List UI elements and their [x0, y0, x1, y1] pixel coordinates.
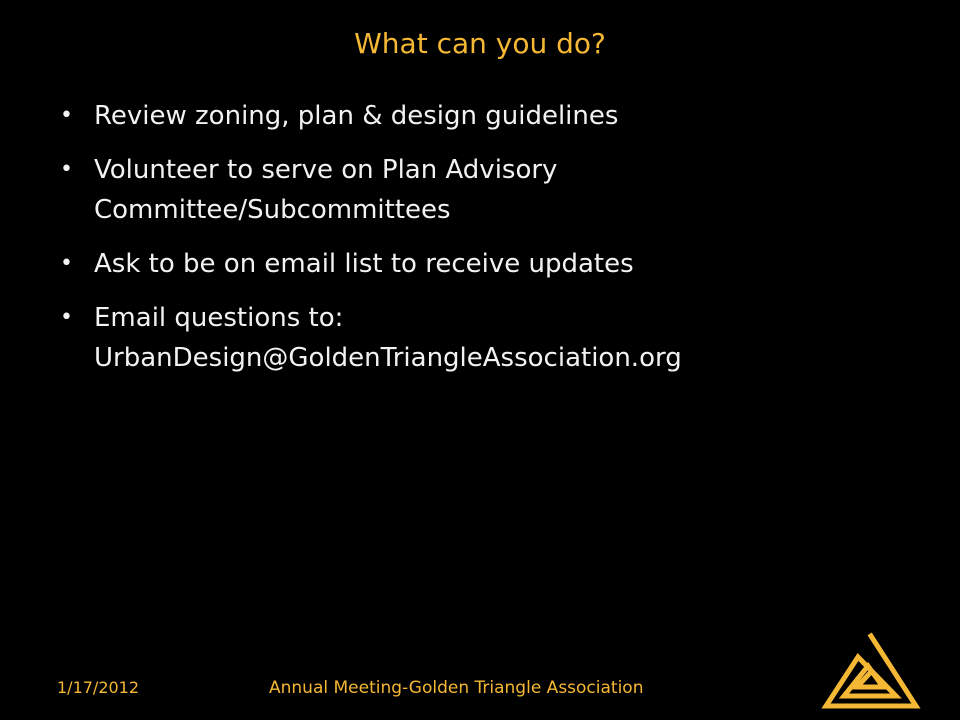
bullet-text: Email questions to: UrbanDesign@GoldenTriangleAssociation.org: [94, 303, 682, 373]
bullet-item-email-list: [58, 244, 918, 284]
bullet-item-volunteer: [58, 150, 918, 230]
bullet-list: [58, 96, 918, 392]
bullet-icon: •: [60, 305, 73, 330]
footer-date: 1/17/2012: [57, 678, 140, 697]
bullet-item-email-questions: [58, 298, 918, 378]
bullet-item-review-zoning: [58, 96, 918, 136]
triangle-spiral-logo-icon: [820, 630, 922, 710]
bullet-text: Volunteer to serve on Plan Advisory Committee/Subcommittees: [94, 155, 558, 225]
bullet-text: Review zoning, plan & design guidelines: [94, 101, 619, 131]
bullet-icon: •: [60, 103, 73, 128]
bullet-icon: •: [60, 157, 73, 182]
footer-title: Annual Meeting-Golden Triangle Association: [269, 678, 644, 698]
bullet-text: Ask to be on email list to receive updates: [94, 249, 634, 279]
slide-title: What can you do?: [354, 27, 606, 60]
bullet-icon: •: [60, 251, 73, 276]
